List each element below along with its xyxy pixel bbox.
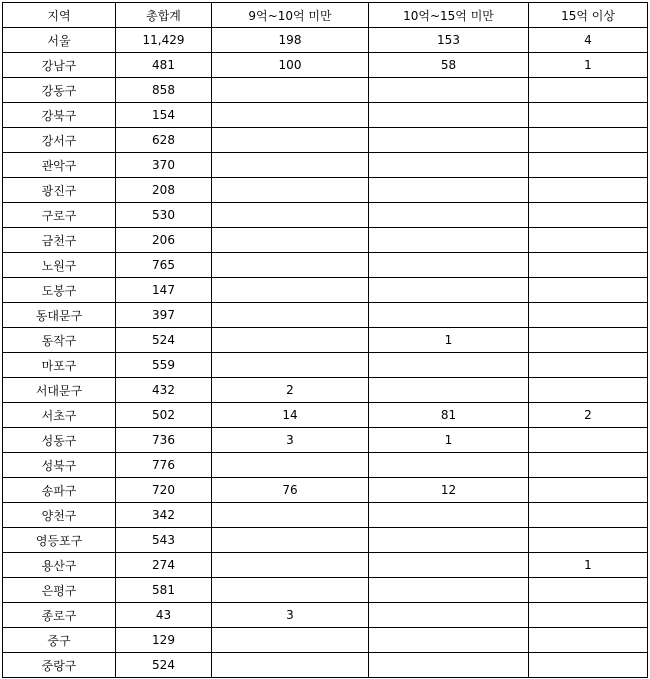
cell-region: 강동구 xyxy=(3,78,116,103)
cell-15-plus xyxy=(529,353,648,378)
cell-15-plus xyxy=(529,503,648,528)
cell-9-10 xyxy=(212,253,369,278)
header-region: 지역 xyxy=(3,3,116,28)
cell-total: 530 xyxy=(116,203,212,228)
cell-9-10 xyxy=(212,628,369,653)
cell-total: 858 xyxy=(116,78,212,103)
cell-15-plus xyxy=(529,328,648,353)
cell-15-plus xyxy=(529,603,648,628)
cell-region: 중구 xyxy=(3,628,116,653)
cell-region: 강서구 xyxy=(3,128,116,153)
header-9-10: 9억~10억 미만 xyxy=(212,3,369,28)
cell-10-15: 81 xyxy=(369,403,529,428)
cell-15-plus: 1 xyxy=(529,53,648,78)
cell-10-15: 1 xyxy=(369,328,529,353)
cell-total: 524 xyxy=(116,328,212,353)
table-body xyxy=(3,28,648,678)
cell-region: 서대문구 xyxy=(3,378,116,403)
cell-10-15 xyxy=(369,103,529,128)
cell-15-plus xyxy=(529,628,648,653)
cell-region: 강남구 xyxy=(3,53,116,78)
cell-10-15 xyxy=(369,653,529,678)
cell-15-plus: 2 xyxy=(529,403,648,428)
cell-total: 274 xyxy=(116,553,212,578)
cell-total: 765 xyxy=(116,253,212,278)
header-row xyxy=(3,3,648,28)
cell-15-plus xyxy=(529,203,648,228)
cell-10-15: 1 xyxy=(369,428,529,453)
cell-9-10 xyxy=(212,128,369,153)
cell-total: 342 xyxy=(116,503,212,528)
cell-15-plus xyxy=(529,528,648,553)
cell-region: 강북구 xyxy=(3,103,116,128)
cell-total: 370 xyxy=(116,153,212,178)
cell-total: 628 xyxy=(116,128,212,153)
cell-9-10: 14 xyxy=(212,403,369,428)
cell-total: 129 xyxy=(116,628,212,653)
cell-15-plus xyxy=(529,578,648,603)
cell-15-plus xyxy=(529,128,648,153)
table-row xyxy=(3,653,648,678)
cell-9-10 xyxy=(212,303,369,328)
cell-10-15 xyxy=(369,553,529,578)
data-table xyxy=(2,2,648,678)
cell-region: 은평구 xyxy=(3,578,116,603)
cell-total: 481 xyxy=(116,53,212,78)
cell-10-15: 153 xyxy=(369,28,529,53)
cell-10-15 xyxy=(369,253,529,278)
cell-15-plus xyxy=(529,653,648,678)
cell-9-10 xyxy=(212,178,369,203)
cell-15-plus xyxy=(529,153,648,178)
table-row xyxy=(3,278,648,303)
cell-9-10 xyxy=(212,103,369,128)
cell-10-15 xyxy=(369,378,529,403)
table-row xyxy=(3,78,648,103)
table-row xyxy=(3,603,648,628)
cell-region: 금천구 xyxy=(3,228,116,253)
cell-region: 성동구 xyxy=(3,428,116,453)
cell-9-10: 198 xyxy=(212,28,369,53)
cell-9-10 xyxy=(212,578,369,603)
cell-10-15: 58 xyxy=(369,53,529,78)
cell-15-plus xyxy=(529,253,648,278)
cell-10-15 xyxy=(369,578,529,603)
cell-10-15 xyxy=(369,503,529,528)
cell-total: 206 xyxy=(116,228,212,253)
cell-9-10 xyxy=(212,353,369,378)
table-row xyxy=(3,528,648,553)
cell-10-15 xyxy=(369,353,529,378)
cell-region: 마포구 xyxy=(3,353,116,378)
cell-9-10 xyxy=(212,528,369,553)
cell-9-10: 3 xyxy=(212,428,369,453)
table-row xyxy=(3,178,648,203)
table-row xyxy=(3,103,648,128)
header-10-15: 10억~15억 미만 xyxy=(369,3,529,28)
cell-9-10: 3 xyxy=(212,603,369,628)
cell-total: 147 xyxy=(116,278,212,303)
cell-10-15 xyxy=(369,128,529,153)
cell-15-plus xyxy=(529,303,648,328)
cell-15-plus xyxy=(529,228,648,253)
cell-15-plus xyxy=(529,178,648,203)
cell-region: 영등포구 xyxy=(3,528,116,553)
table-row xyxy=(3,478,648,503)
cell-9-10 xyxy=(212,153,369,178)
cell-15-plus xyxy=(529,378,648,403)
cell-region: 서초구 xyxy=(3,403,116,428)
cell-region: 동대문구 xyxy=(3,303,116,328)
cell-region: 성북구 xyxy=(3,453,116,478)
cell-15-plus xyxy=(529,453,648,478)
cell-10-15 xyxy=(369,278,529,303)
cell-total: 776 xyxy=(116,453,212,478)
table-row xyxy=(3,253,648,278)
cell-10-15 xyxy=(369,178,529,203)
cell-total: 432 xyxy=(116,378,212,403)
cell-total: 397 xyxy=(116,303,212,328)
table-row xyxy=(3,128,648,153)
cell-region: 관악구 xyxy=(3,153,116,178)
cell-total: 736 xyxy=(116,428,212,453)
cell-9-10: 76 xyxy=(212,478,369,503)
table-row xyxy=(3,428,648,453)
cell-9-10: 100 xyxy=(212,53,369,78)
table-row xyxy=(3,353,648,378)
cell-region: 노원구 xyxy=(3,253,116,278)
table-row xyxy=(3,328,648,353)
cell-total: 543 xyxy=(116,528,212,553)
header-total: 총합계 xyxy=(116,3,212,28)
cell-9-10 xyxy=(212,78,369,103)
cell-total: 43 xyxy=(116,603,212,628)
cell-15-plus xyxy=(529,78,648,103)
cell-9-10 xyxy=(212,503,369,528)
cell-10-15 xyxy=(369,528,529,553)
cell-region: 구로구 xyxy=(3,203,116,228)
table-row xyxy=(3,403,648,428)
cell-9-10 xyxy=(212,203,369,228)
cell-region: 송파구 xyxy=(3,478,116,503)
cell-region: 중랑구 xyxy=(3,653,116,678)
cell-15-plus xyxy=(529,103,648,128)
cell-10-15 xyxy=(369,228,529,253)
table-row xyxy=(3,203,648,228)
cell-total: 581 xyxy=(116,578,212,603)
cell-region: 광진구 xyxy=(3,178,116,203)
table-row xyxy=(3,453,648,478)
table-row xyxy=(3,503,648,528)
cell-9-10 xyxy=(212,328,369,353)
cell-region: 용산구 xyxy=(3,553,116,578)
table-row xyxy=(3,378,648,403)
table-row xyxy=(3,228,648,253)
cell-9-10 xyxy=(212,228,369,253)
cell-10-15 xyxy=(369,203,529,228)
cell-total: 208 xyxy=(116,178,212,203)
table-row xyxy=(3,553,648,578)
table-row xyxy=(3,303,648,328)
cell-15-plus xyxy=(529,278,648,303)
cell-9-10 xyxy=(212,553,369,578)
cell-region: 양천구 xyxy=(3,503,116,528)
cell-region: 서울 xyxy=(3,28,116,53)
cell-9-10: 2 xyxy=(212,378,369,403)
cell-region: 종로구 xyxy=(3,603,116,628)
cell-total: 502 xyxy=(116,403,212,428)
cell-9-10 xyxy=(212,653,369,678)
cell-10-15 xyxy=(369,303,529,328)
table-row xyxy=(3,28,648,53)
cell-total: 11,429 xyxy=(116,28,212,53)
cell-9-10 xyxy=(212,453,369,478)
cell-region: 도봉구 xyxy=(3,278,116,303)
cell-total: 524 xyxy=(116,653,212,678)
cell-total: 154 xyxy=(116,103,212,128)
cell-15-plus xyxy=(529,428,648,453)
header-15-plus: 15억 이상 xyxy=(529,3,648,28)
cell-10-15 xyxy=(369,628,529,653)
cell-10-15 xyxy=(369,603,529,628)
cell-10-15 xyxy=(369,78,529,103)
cell-total: 559 xyxy=(116,353,212,378)
cell-10-15 xyxy=(369,453,529,478)
table-row xyxy=(3,628,648,653)
cell-9-10 xyxy=(212,278,369,303)
cell-total: 720 xyxy=(116,478,212,503)
table-row xyxy=(3,53,648,78)
table-row xyxy=(3,153,648,178)
table-row xyxy=(3,578,648,603)
cell-15-plus xyxy=(529,478,648,503)
cell-15-plus: 1 xyxy=(529,553,648,578)
cell-10-15: 12 xyxy=(369,478,529,503)
cell-10-15 xyxy=(369,153,529,178)
cell-15-plus: 4 xyxy=(529,28,648,53)
cell-region: 동작구 xyxy=(3,328,116,353)
